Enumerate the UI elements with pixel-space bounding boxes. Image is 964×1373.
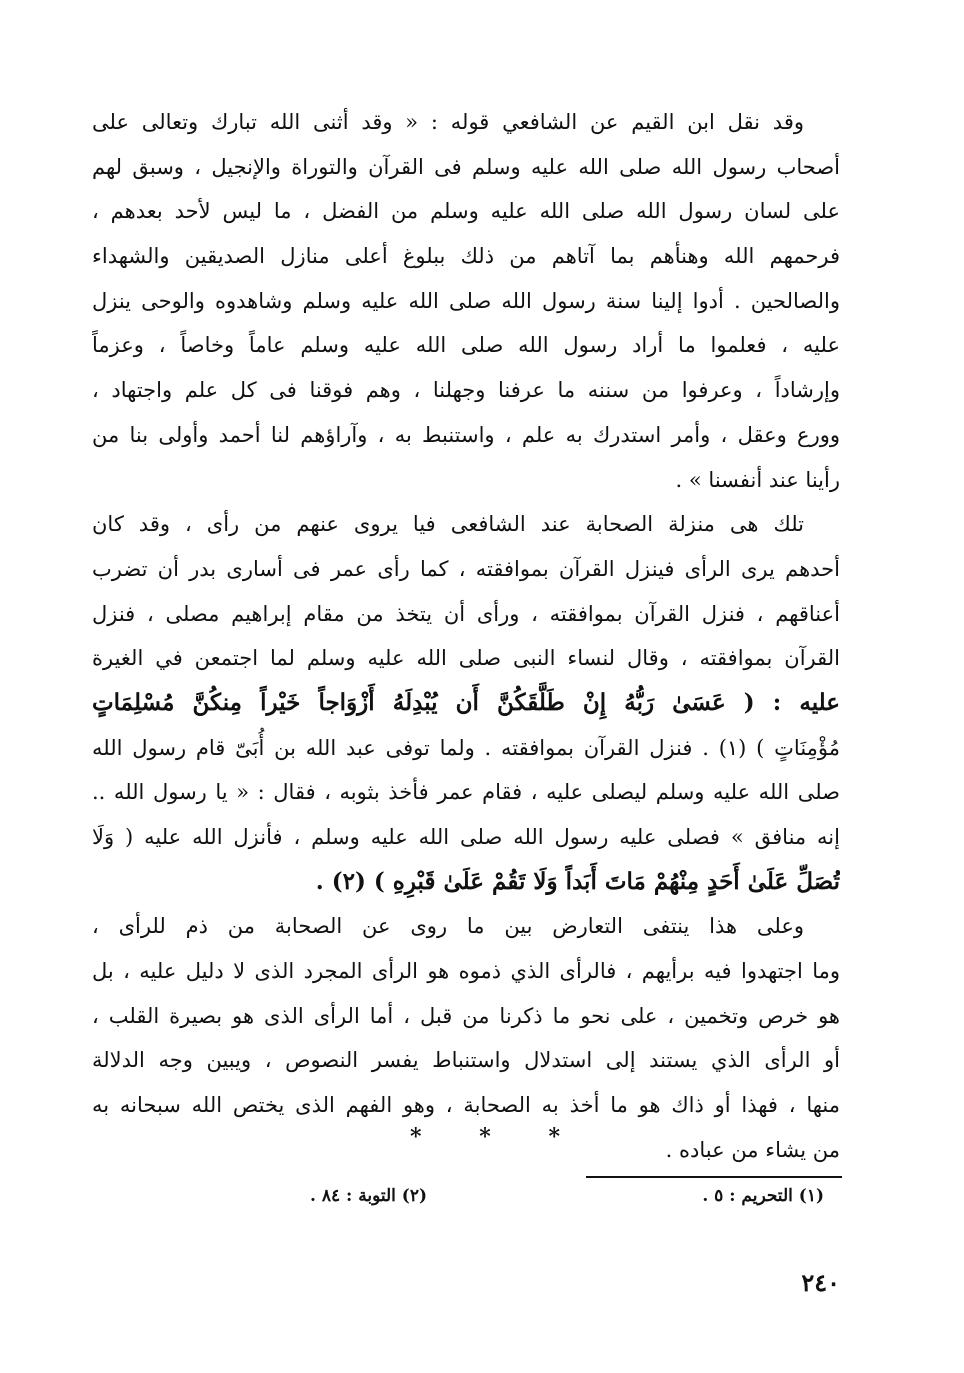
- star-mark: *: [410, 1124, 422, 1150]
- footnote-1: (١) التحريم : ٥ .: [702, 1186, 824, 1206]
- text-line: صلى الله عليه وسلم ليصلى عليه ، فقام عمر فأخذ بثوبه ، فقال : « يا رسول الله ..: [92, 780, 840, 805]
- quran-verse-line: عليه : ( عَسَىٰ رَبُّهُ إِنْ طَلَّقَكُنَّ أَن يُبْدِلَهُ أَزْوَاجاً خَيْراً مِنكُنَّ مُسْلِمَاتٍ: [92, 688, 840, 716]
- text-line: القرآن بموافقته ، وقال لنساء النبى صلى الله عليه وسلم لما اجتمعن في الغيرة: [92, 646, 840, 671]
- text-line: رأينا عند أنفسنا » .: [675, 467, 840, 492]
- body-text: [92, 100, 840, 1173]
- text-line: عليه ، فعلموا ما أراد رسول الله صلى الله عليه وسلم عاماً وخاصاً ، وعزماً: [92, 333, 840, 358]
- text-line: أصحاب رسول الله صلى الله عليه وسلم فى القرآن والتوراة والإنجيل ، وسبق لهم: [92, 154, 840, 179]
- star-mark: *: [548, 1124, 560, 1150]
- text-line: أعناقهم ، فنزل القرآن بموافقته ، ورأى أن يتخذ من مقام إبراهيم مصلى ، فنزل: [92, 601, 840, 626]
- text-line: وإرشاداً ، وعرفوا من سننه ما عرفنا وجهلنا ، وهم فوقنا فى كل علم واجتهاد ،: [92, 378, 840, 403]
- quran-verse-line: تُصَلِّ عَلَىٰ أَحَدٍ مِنْهُمْ مَاتَ أَبَداً وَلَا تَقُمْ عَلَىٰ قَبْرِهِ ) (٢) .: [315, 867, 840, 895]
- section-separator: [410, 1124, 560, 1150]
- text-line: والصالحين . أدوا إلينا سنة رسول الله صلى الله عليه وسلم وشاهدوه والوحى ينزل: [92, 288, 840, 313]
- text-line: إنه منافق » فصلى عليه رسول الله صلى الله عليه وسلم ، فأنزل الله عليه ( وَلَا: [92, 825, 840, 849]
- text-line: وورع وعقل ، وأمر استدرك به علم ، واستنبط به ، وآراؤهم لنا أحمد وأولى بنا من: [92, 422, 840, 447]
- text-line: أو الرأى الذي يستند إلى استدلال واستنباط يفسر النصوص ، ويبين وجه الدلالة: [92, 1048, 840, 1073]
- text-line: مُؤْمِنَاتٍ ) (١) . فنزل القرآن بموافقته . ولما توفى عبد الله بن أُبَىّ قام رسول الله: [92, 735, 840, 760]
- text-line: وقد نقل ابن القيم عن الشافعي قوله : « وقد أثنى الله تبارك وتعالى على: [92, 110, 804, 134]
- text-line: وما اجتهدوا فيه برأيهم ، فالرأى الذي ذموه هو الرأى المجرد الذى لا دليل عليه ، بل: [92, 959, 840, 984]
- text-line: على لسان رسول الله صلى الله عليه وسلم من الفضل ، ما ليس لأحد بعدهم ،: [92, 199, 840, 224]
- text-line: أحدهم يرى الرأى فينزل القرآن بموافقته ، كما رأى عمر فى أسارى بدر أن تضرب: [92, 556, 840, 581]
- text-line: تلك هى منزلة الصحابة عند الشافعى فيا يروى عنهم من رأى ، وقد كان: [92, 512, 804, 537]
- footnote-2: (٢) التوبة : ٨٤ .: [310, 1186, 428, 1206]
- text-line: هو خرص وتخمين ، على نحو ما ذكرنا من قبل ، أما الرأى الذى هو بصيرة القلب ،: [92, 1003, 840, 1028]
- text-line: منها ، فهذا أو ذاك هو ما أخذ به الصحابة ، وهو الفهم الذى يختص الله سبحانه به: [92, 1093, 840, 1118]
- text-line: من يشاء من عباده .: [665, 1137, 840, 1162]
- footnote-divider: [586, 1176, 842, 1178]
- page-number: ٢٤٠: [801, 1268, 840, 1297]
- text-line: وعلى هذا ينتفى التعارض بين ما روى عن الصحابة من ذم للرأى ،: [92, 914, 804, 939]
- text-line: فرحمهم الله وهنأهم بما آتاهم من ذلك ببلوغ أعلى منازل الصديقين والشهداء: [92, 244, 840, 269]
- star-mark: *: [479, 1124, 491, 1150]
